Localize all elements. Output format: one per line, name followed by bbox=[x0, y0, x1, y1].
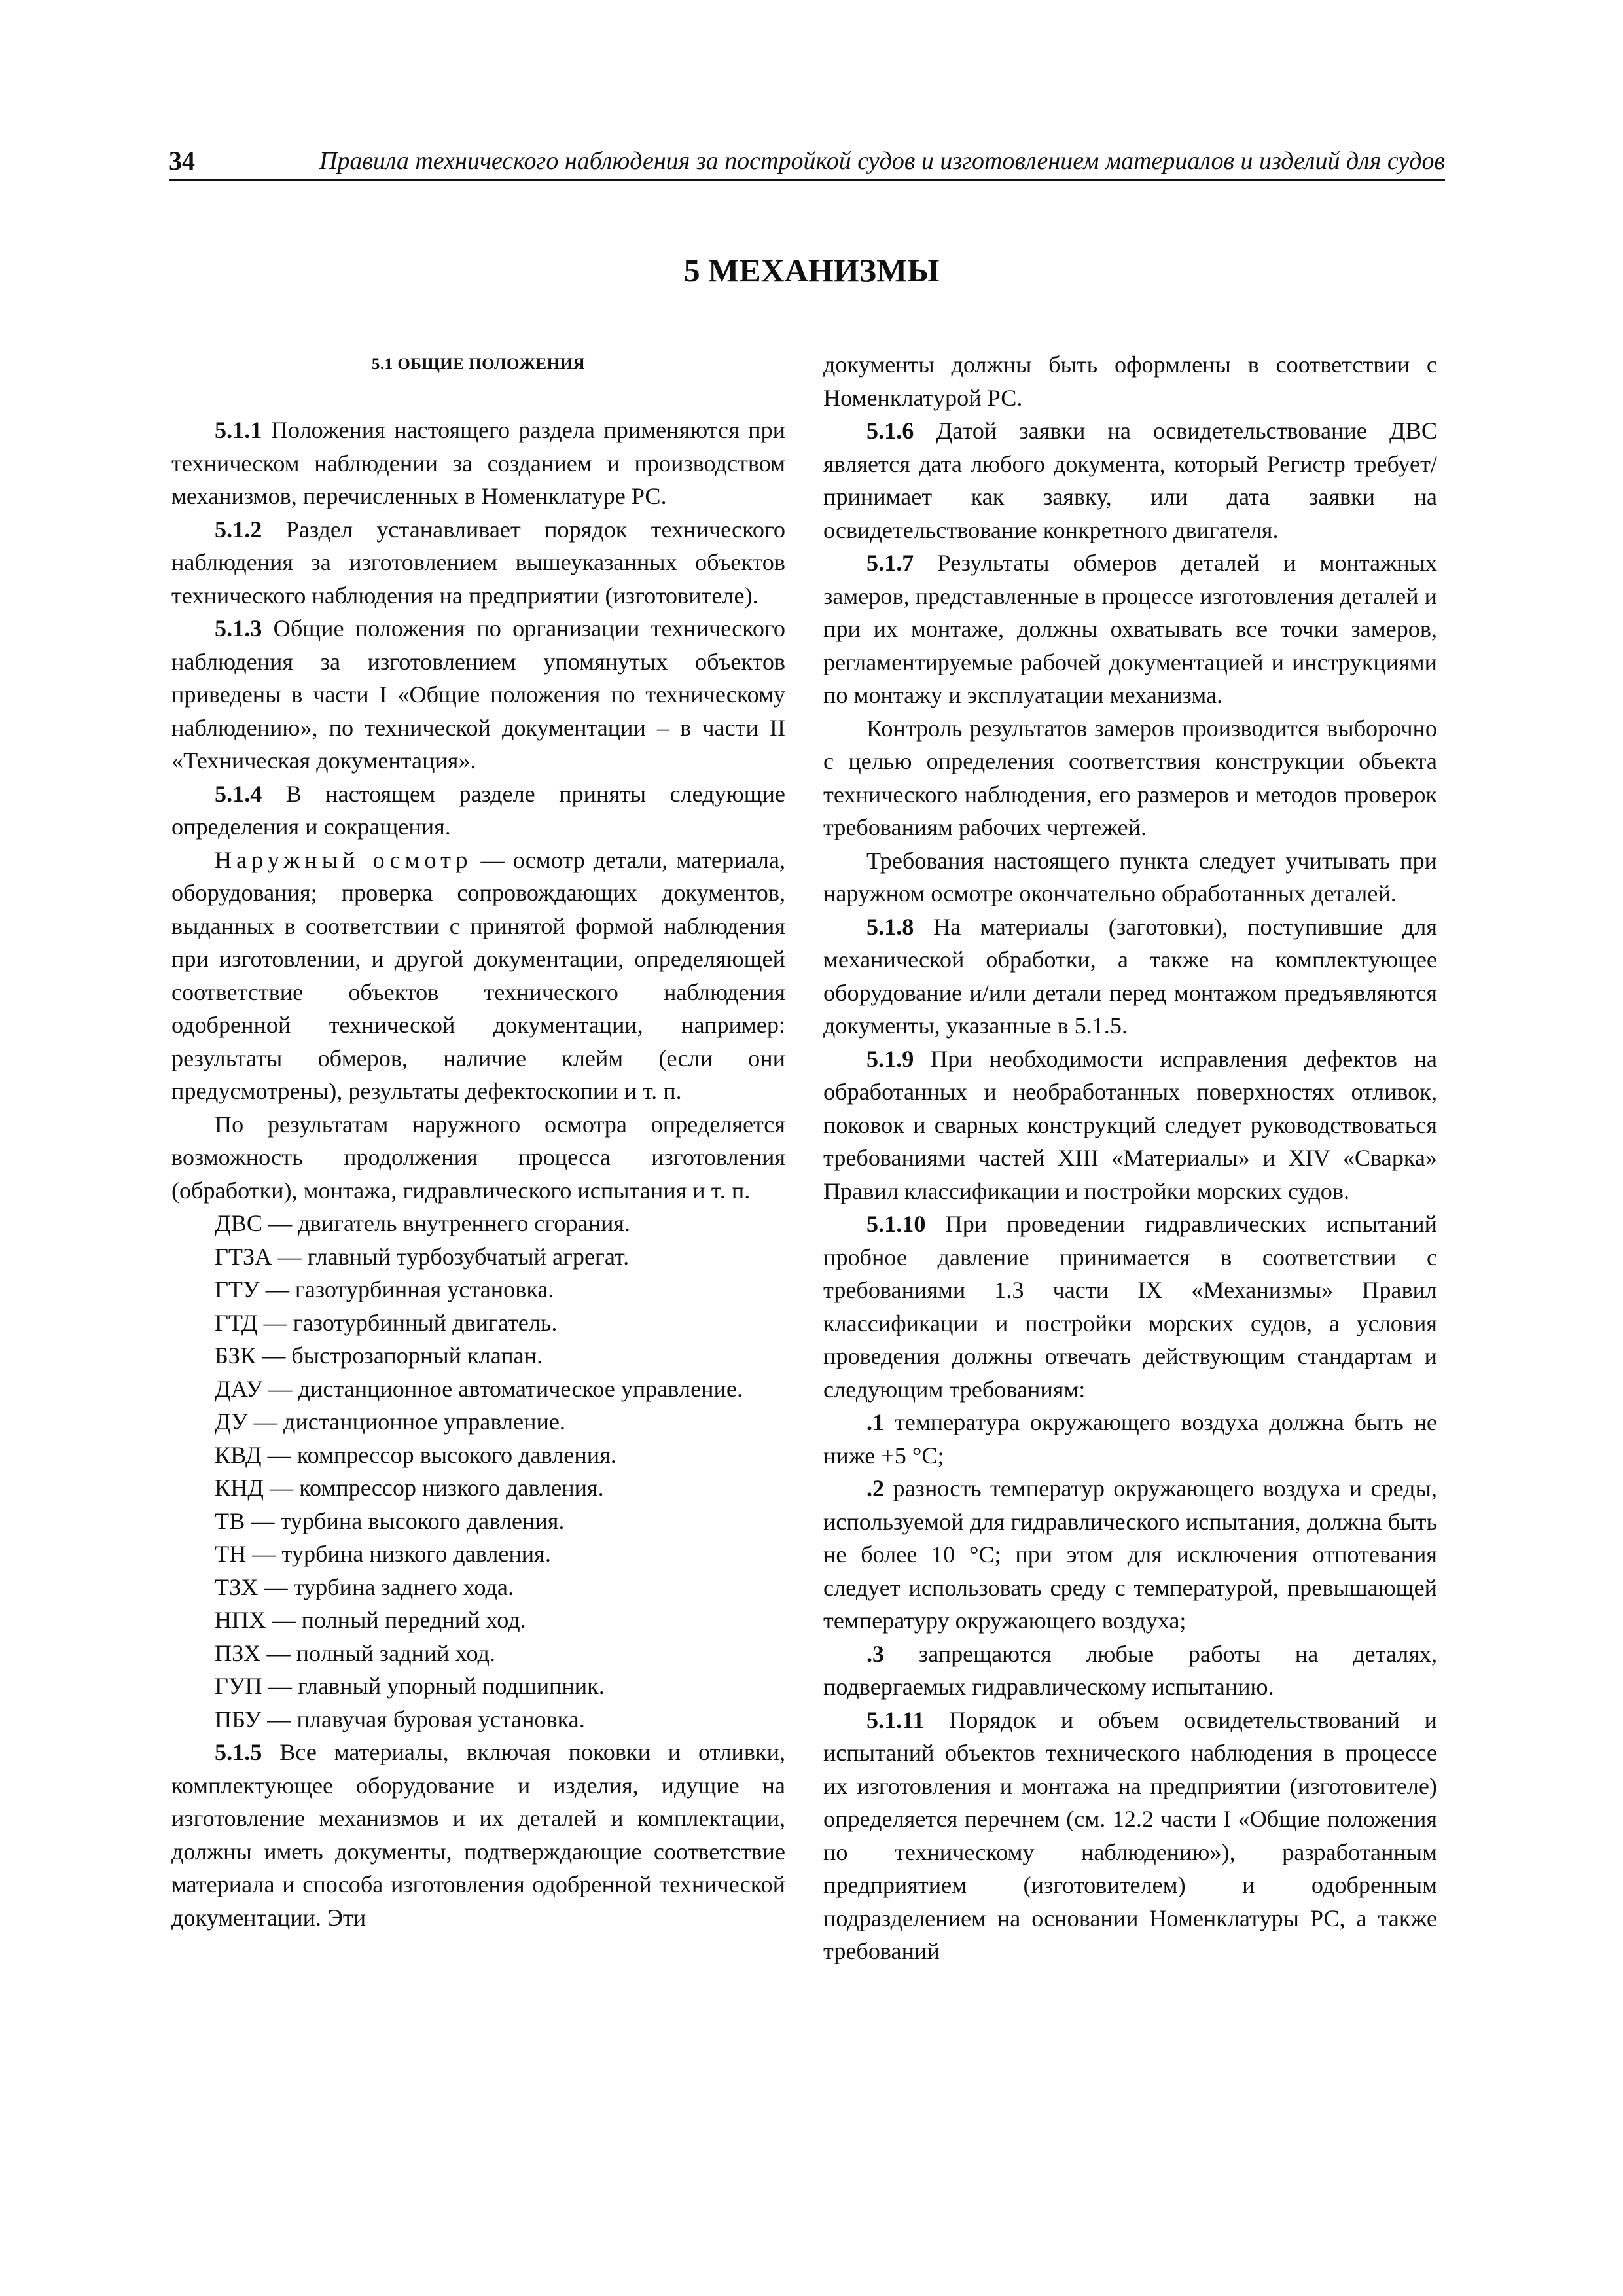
abbreviation-item: ГТЗА — главный турбозубчатый агрегат. bbox=[215, 1243, 630, 1270]
abbreviation-item: ДАУ — дистанционное автоматическое управление. bbox=[215, 1375, 743, 1402]
paragraph-5-1-6 bbox=[823, 414, 1437, 547]
paragraph-5-1-5 bbox=[171, 1736, 785, 1934]
clause-number: 5.1.4 bbox=[215, 780, 262, 807]
clause-text: В настоящем разделе приняты следующие определения и сокращения. bbox=[171, 780, 785, 840]
clause-text: Общие положения по организации технического наблюдения за изготовлением упомянутых объектов приведены в части I «Общие положения по техническому наблюдению», по технической документации – в части II «Техническая документация». bbox=[171, 615, 785, 774]
left-column bbox=[171, 348, 785, 1934]
list-item-2 bbox=[823, 1472, 1437, 1638]
clause-text: При необходимости исправления дефектов на обработанных и необработанных поверхностях отливок, поковок и сварных конструкций следует руководствоваться требованиями частей XIII «Материалы» и XIV «Сварка» Правил классификации и постройки морских судов. bbox=[823, 1045, 1437, 1204]
abbreviation-item: ТЗХ — турбина заднего хода. bbox=[215, 1573, 514, 1600]
abbreviation-item: ГТУ — газотурбинная установка. bbox=[215, 1276, 554, 1302]
abbreviation-item: ГУП — главный упорный подшипник. bbox=[215, 1673, 605, 1699]
abbreviation-item: ПБУ — плавучая буровая установка. bbox=[215, 1706, 585, 1732]
paragraph-5-1-11 bbox=[823, 1704, 1437, 1968]
paragraph-5-1-1 bbox=[171, 414, 785, 513]
abbreviation-item: ТВ — турбина высокого давления. bbox=[215, 1507, 565, 1534]
paragraph-5-1-8 bbox=[823, 910, 1437, 1043]
clause-text: Результаты обмеров деталей и монтажных замеров, представленные в процессе изготовления деталей и при их монтаже, должны охватывать все точки замеров, регламентируемые рабочей документацией и инструкциями по монтажу и эксплуатации механизма. bbox=[823, 550, 1437, 708]
section-title: 5.1 ОБЩИЕ ПОЛОЖЕНИЯ bbox=[371, 355, 586, 373]
abbreviation-item: ДУ — дистанционное управление. bbox=[215, 1408, 565, 1435]
abbreviation-item: КНД — компрессор низкого давления. bbox=[215, 1475, 604, 1501]
item-text: разность температур окружающего воздуха и среды, используемой для гидравлического испытания, должна быть не более 10 °С; при этом для исключения отпотевания следует использовать среду с температурой, превышающей температуру окружающего воздуха; bbox=[823, 1475, 1437, 1634]
abbreviation-item: ГТД — газотурбинный двигатель. bbox=[215, 1309, 558, 1336]
clause-text: Положения настоящего раздела применяются при техническом наблюдении за созданием и производством механизмов, перечисленных в Номенклатуре РС. bbox=[171, 417, 785, 509]
clause-number: 5.1.2 bbox=[215, 516, 262, 543]
abbreviation-item: ТН — турбина низкого давления. bbox=[215, 1541, 551, 1567]
item-number: .1 bbox=[866, 1409, 885, 1435]
paragraph-requirements: Требования настоящего пункта следует учитывать при наружном осмотре окончательно обработанных деталей. bbox=[823, 847, 1437, 906]
clause-number: 5.1.5 bbox=[215, 1739, 262, 1765]
list-item-1 bbox=[823, 1406, 1437, 1472]
chapter-title: 5 МЕХАНИЗМЫ bbox=[683, 252, 940, 289]
page-number: 34 bbox=[169, 146, 195, 175]
clause-number: 5.1.9 bbox=[866, 1045, 914, 1072]
abbreviation-item: КВД — компрессор высокого давления. bbox=[215, 1441, 616, 1468]
defined-term: Наружный осмотр bbox=[215, 846, 473, 873]
right-column bbox=[823, 348, 1437, 1968]
list-item-3 bbox=[823, 1638, 1437, 1704]
clause-text: На материалы (заготовки), поступившие для механической обработки, а также на комплектующее оборудование и/или детали перед монтажом предъявляются документы, указанные в 5.1.5. bbox=[823, 913, 1437, 1039]
running-title: Правила технического наблюдения за постройкой судов и изготовлением материалов и изделий для судов bbox=[319, 147, 1445, 175]
paragraph-measurement-control: Контроль результатов замеров производится выборочно с целью определения соответствия конструкции объекта технического наблюдения, его размеров и методов проверок требованиям рабочих чертежей. bbox=[823, 715, 1437, 840]
paragraph-5-1-10 bbox=[823, 1208, 1437, 1406]
clause-number: 5.1.11 bbox=[866, 1706, 925, 1733]
clause-text: Все материалы, включая поковки и отливки, комплектующее оборудование и изделия, идущие на изготовление механизмов и их деталей и комплектации, должны иметь документы, подтверждающие соответствие материала и способа изготовления одобренной технической документации. Эти bbox=[171, 1739, 785, 1931]
clause-text: Датой заявки на освидетельствование ДВС является дата любого документа, который Регистр требует/принимает как заявку, или дата заявки на освидетельствование конкретного двигателя. bbox=[823, 418, 1437, 543]
clause-text: При проведении гидравлических испытаний пробное давление принимается в соответствии с требованиями 1.3 части IX «Механизмы» Правил классификации и постройки морских судов, а условия проведения должны отвечать действующим стандартам и следующим требованиям: bbox=[823, 1211, 1437, 1403]
paragraph-5-1-4 bbox=[171, 778, 785, 844]
definition-external-inspection bbox=[171, 844, 785, 1108]
item-number: .3 bbox=[866, 1640, 885, 1667]
paragraph-5-1-3 bbox=[171, 612, 785, 778]
clause-text: Порядок и объем освидетельствований и испытаний объектов технического наблюдения в процессе их изготовления и монтажа на предприятии (изготовителе) определяется перечнем (см. 12.2 части I «Общие положения по техническому наблюдению»), разработанным предприятием (изготовителем) и одобренным подразделением на основании Номенклатуры РС, а также требований bbox=[823, 1706, 1437, 1964]
item-text: температура окружающего воздуха должна быть не ниже +5 °С; bbox=[823, 1409, 1437, 1469]
clause-number: 5.1.3 bbox=[215, 615, 262, 641]
clause-number: 5.1.6 bbox=[866, 418, 914, 444]
abbreviation-item: НПХ — полный передний ход. bbox=[215, 1607, 526, 1633]
abbreviation-item: ПЗХ — полный задний ход. bbox=[215, 1640, 495, 1666]
definition-text: — осмотр детали, материала, оборудования; проверка сопровождающих документов, выданных в соответствии с принятой формой наблюдения при изготовлении, и другой документации, определяющей соответствие объектов технического наблюдения одобренной технической документации, например: результаты обмеров, наличие клейм (если они предусмотрены), результаты дефектоскопии и т. п. bbox=[171, 846, 785, 1104]
paragraph-5-1-5-continued: документы должны быть оформлены в соответствии с Номенклатурой РС. bbox=[823, 351, 1437, 411]
running-header bbox=[169, 143, 1445, 181]
clause-number: 5.1.7 bbox=[866, 550, 914, 576]
abbreviation-item: БЗК — быстрозапорный клапан. bbox=[215, 1342, 543, 1369]
clause-number: 5.1.8 bbox=[866, 913, 914, 940]
clause-number: 5.1.10 bbox=[866, 1211, 926, 1237]
abbreviation-item: ДВС — двигатель внутреннего сгорания. bbox=[215, 1210, 631, 1236]
item-text: запрещаются любые работы на деталях, подвергаемых гидравлическому испытанию. bbox=[823, 1640, 1437, 1700]
item-number: .2 bbox=[866, 1475, 885, 1501]
paragraph-5-1-9 bbox=[823, 1043, 1437, 1208]
clause-text: Раздел устанавливает порядок технического наблюдения за изготовлением вышеуказанных объектов технического наблюдения на предприятии (изготовителе). bbox=[171, 516, 785, 609]
paragraph-5-1-2 bbox=[171, 513, 785, 613]
paragraph-5-1-7 bbox=[823, 547, 1437, 712]
clause-number: 5.1.1 bbox=[215, 417, 262, 443]
paragraph-inspection-result: По результатам наружного осмотра определяется возможность продолжения процесса изготовления (обработки), монтажа, гидравлического испытания и т. п. bbox=[171, 1111, 785, 1204]
